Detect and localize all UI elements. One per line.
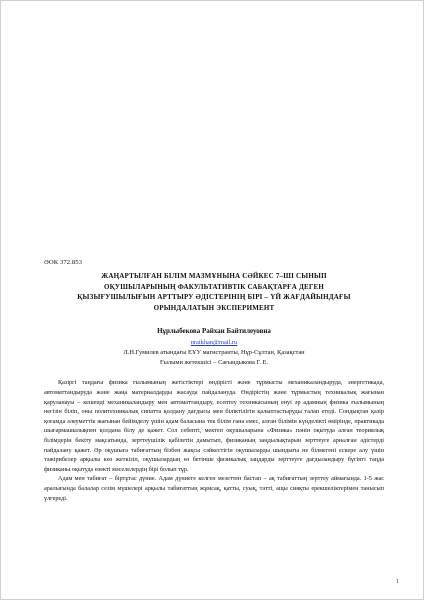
title-line: ҚЫЗЫҒУШЫЛЫҒЫН АРТТЫРУ ӘДІСТЕРІНІҢ БІРІ – ҮЙ ЖАҒДАЙЫНДАҒЫ [77, 293, 351, 302]
title-line: ОРЫНДАЛАТЫН ЭКСПЕРИМЕНТ [153, 303, 275, 312]
author-affiliation: Л.Н.Гумилев атындағы ЕҰУ магистранты, Нұр-Сұлтан, Қазақстан [123, 349, 305, 357]
author-name: Нұрлыбекова Райхан Байтилеуовна [157, 327, 271, 336]
title-line: ОҚУШЫЛАРЫНЫҢ ФАКУЛЬТАТИВТІК САБАҚТАРҒА ДЕГЕН [103, 282, 325, 291]
body-paragraph: Қазіргі таңдағы физика ғылымының жетістіктері өндірісті және тұрмысты механикаландыруда, энергетикада, автоматтандыруда және жаңа материалдарды жасауда пайдалануда. Өндірістің және тұрмыстың техникалық жағынан қаруланауы – кешенді механикаландыру мен автоматтандыру, есептеу техникасының енуі әр адамның физика ғылымының негізін біліп, оны политехникалық сипатта қолдану дағдысы мен біліктілігін қалыптастыруды талап етеді. Сондықтан қазір қоғамда әлеуметтік жағынан бейімделу үшін адам баласына тек білім ғана емес, алған білімін күнделікті өмірінде, практикада шығармашылықпен қолдана білу де қажет. Сол себепті, мектеп оқушыларына «Физика» пәнін оқытуда алған теориялық білімдерін бекіту мақсатында, зерттеушілік қабілетін дамытып, физиканың заңдылықтарын зерттеуге арналған әдістерді пайдалану қажет. Әр оқушыға табиғаттың бізбен жақсы сәйкестігін оқушыларды шындығы не білмегені ескере алу үшін тәжірибелер арқылы көз жеткізіп, оқушылардың өз бетінше физикалық заңдарды зерттеуге дағдыландыру бүгінгі таңда физиканы оқытуда өзекті мәселелердің бірі болып тұр. [44, 379, 384, 473]
body-paragraph: Адам мен табиғат – біртұтас дүние. Адам дүниеге келген мезеттен бастап – ақ табиғаттың зерттеу аймағында. 1-5 жас аралығында балалар сезім мүшелері арқылы табиғаттың жұмсақ, қатты, суық, тәтті, ащы сияқты ерекшеліктерімен танысып үлгереді. [44, 475, 384, 502]
page-number: 1 [396, 579, 399, 585]
article-title [44, 271, 384, 313]
udc-code: ӘОК 372.853 [44, 259, 83, 266]
article-body [44, 259, 384, 503]
scientific-supervisor: Ғылыми жетекшісі – Сағындыкова Г. Е. [159, 359, 269, 367]
title-line: ЖАҢАРТЫЛҒАН БІЛІМ МАЗМҰНЫНА СӘЙКЕС 7–ШІ СЫНЫП [101, 272, 327, 280]
author-email-link[interactable]: nraikhan@mail.ru [190, 339, 238, 347]
